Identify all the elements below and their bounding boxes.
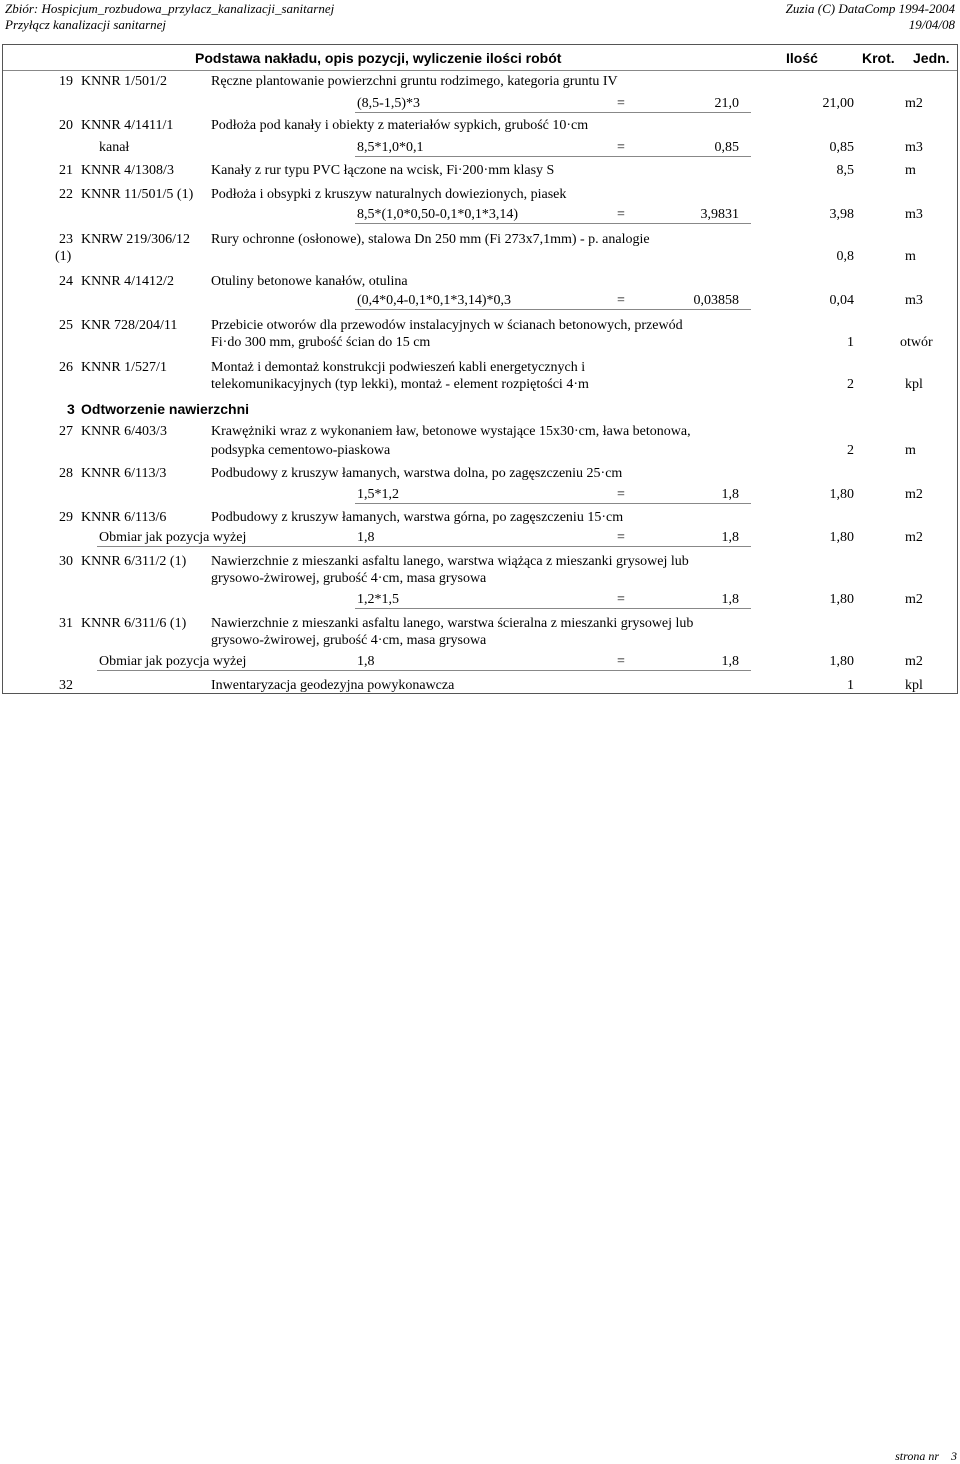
row-code: KNNR 6/403/3: [81, 424, 167, 439]
row-code: KNNR 6/113/6: [81, 510, 167, 525]
row-number: 21: [59, 163, 73, 178]
page-number-footer: [895, 1449, 957, 1464]
row-calculation: 1,5*1,2: [357, 487, 399, 502]
row-code: KNNR 4/1412/2: [81, 274, 174, 289]
row-description-continued: podsypka cementowo-piaskowa: [211, 443, 391, 458]
row-description: Otuliny betonowe kanałów, otulina: [211, 274, 408, 289]
row-unit: m3: [905, 207, 923, 222]
row-number: 19: [59, 74, 73, 89]
row-qty: 1,80: [829, 487, 854, 502]
row-description: Inwentaryzacja geodezyjna powykonawcza: [211, 678, 455, 693]
row-description-continued: Fi·do 300 mm, grubość ścian do 15 cm: [211, 335, 431, 350]
column-header-qty: Ilość: [786, 50, 818, 66]
row-unit: m2: [905, 487, 923, 502]
calc-underline: [355, 156, 751, 157]
row-code: KNNR 1/527/1: [81, 360, 167, 375]
row-equals: =: [617, 96, 625, 111]
row-description: Podłoża i obsypki z kruszyw naturalnych dowiezionych, piasek: [211, 187, 567, 202]
row-description-continued: grysowo-żwirowej, grubość 4·cm, masa grysowa: [211, 633, 487, 648]
row-code: KNNR 4/1308/3: [81, 163, 174, 178]
row-code: KNRW 219/306/12: [81, 232, 191, 247]
row-calculation: 1,2*1,5: [357, 592, 399, 607]
row-description: Podłoża pod kanały i obiekty z materiałów sypkich, grubość 10·cm: [211, 118, 589, 133]
section-title: Odtworzenie nawierzchni: [81, 401, 250, 417]
row-equals: =: [617, 207, 625, 222]
row-number: 27: [59, 424, 73, 439]
row-description: Montaż i demontaż konstrukcji podwieszeń kabli energetycznych i: [211, 360, 586, 375]
page-label: strona nr: [895, 1449, 939, 1463]
row-unit: m: [905, 249, 916, 264]
calc-underline: [355, 309, 751, 310]
row-calculation: 8,5*(1,0*0,50-0,1*0,1*3,14): [357, 207, 518, 222]
row-qty: 1,80: [829, 654, 854, 669]
row-qty: 1,80: [829, 530, 854, 545]
row-unit: m2: [905, 592, 923, 607]
row-number: 22: [59, 187, 73, 202]
collection-name: Zbiór: Hospicjum_rozbudowa_przylacz_kanalizacji_sanitarnej: [5, 1, 335, 16]
row-description-continued: grysowo-żwirowej, grubość 4·cm, masa grysowa: [211, 571, 487, 586]
document-subtitle: Przyłącz kanalizacji sanitarnej: [5, 17, 167, 32]
row-description-continued: telekomunikacyjnych (typ lekki), montaż - element rozpiętości 4·m: [211, 377, 589, 392]
row-code: KNNR 11/501/5 (1): [81, 187, 194, 202]
calc-underline: [355, 112, 751, 113]
page-number: 3: [951, 1449, 957, 1463]
row-partial: 1,8: [721, 592, 739, 607]
row-number: 20: [59, 118, 73, 133]
row-description: Rury ochronne (osłonowe), stalowa Dn 250 mm (Fi 273x7,1mm) - p. analogie: [211, 232, 650, 247]
column-header-krot: Krot.: [862, 50, 895, 66]
row-unit: m: [905, 163, 916, 178]
row-partial: 0,85: [714, 140, 739, 155]
copyright-text: Zuzia (C) DataComp 1994-2004: [785, 1, 955, 16]
row-equals: =: [617, 654, 625, 669]
row-equals: =: [617, 140, 625, 155]
row-number: 26: [59, 360, 73, 375]
row-partial: 1,8: [721, 654, 739, 669]
row-number: 31: [59, 616, 73, 631]
calc-underline: [97, 670, 751, 671]
row-description: Podbudowy z kruszyw łamanych, warstwa górna, po zagęszczeniu 15·cm: [211, 510, 624, 525]
row-qty: 2: [847, 443, 854, 458]
row-calculation: 8,5*1,0*0,1: [357, 140, 424, 155]
page-header: [0, 0, 960, 34]
row-description: Ręczne plantowanie powierzchni gruntu rodzimego, kategoria gruntu IV: [211, 74, 618, 89]
row-unit: kpl: [905, 678, 923, 693]
row-qty: 3,98: [829, 207, 854, 222]
row-qty: 1,80: [829, 592, 854, 607]
row-code: KNNR 1/501/2: [81, 74, 167, 89]
row-partial: 1,8: [721, 487, 739, 502]
row-unit: m2: [905, 96, 923, 111]
row-number: 28: [59, 466, 73, 481]
row-equals: =: [617, 487, 625, 502]
row-qty: 8,5: [836, 163, 854, 178]
row-code: KNNR 4/1411/1: [81, 118, 174, 133]
row-number: 25: [59, 318, 73, 333]
row-description: Przebicie otworów dla przewodów instalacyjnych w ścianach betonowych, przewód: [211, 318, 683, 333]
row-qty: 1: [847, 335, 854, 350]
row-code: KNNR 6/311/2 (1): [81, 554, 187, 569]
row-number: 30: [59, 554, 73, 569]
row-calc-label: Obmiar jak pozycja wyżej: [99, 654, 247, 669]
row-number: 29: [59, 510, 73, 525]
row-unit: m: [905, 443, 916, 458]
row-unit: m2: [905, 530, 923, 545]
row-unit: kpl: [905, 377, 923, 392]
row-number: 23: [59, 232, 73, 247]
row-unit: m3: [905, 140, 923, 155]
cost-estimate-table: [2, 44, 958, 694]
row-qty: 21,00: [822, 96, 854, 111]
row-qty: 2: [847, 377, 854, 392]
section-number: 3: [67, 401, 75, 417]
row-equals: =: [617, 592, 625, 607]
calc-underline: [355, 223, 751, 224]
row-unit: m3: [905, 293, 923, 308]
row-code: KNNR 6/311/6 (1): [81, 616, 187, 631]
row-code-continued: (1): [55, 249, 72, 264]
row-code: KNNR 6/113/3: [81, 466, 167, 481]
row-partial: 0,03858: [693, 293, 739, 308]
calc-underline: [355, 503, 751, 504]
row-calc-label: kanał: [99, 140, 130, 155]
row-calculation: (8,5-1,5)*3: [357, 96, 420, 111]
row-code: KNR 728/204/11: [81, 318, 178, 333]
row-partial: 21,0: [714, 96, 739, 111]
header-divider: [3, 70, 957, 71]
row-description: Nawierzchnie z mieszanki asfaltu lanego, warstwa ścieralna z mieszanki grysowej lub: [211, 616, 694, 631]
row-partial: 1,8: [721, 530, 739, 545]
column-header-description: Podstawa nakładu, opis pozycji, wyliczenie ilości robót: [195, 50, 562, 66]
row-calc-label: Obmiar jak pozycja wyżej: [99, 530, 247, 545]
row-calculation: 1,8: [357, 530, 375, 545]
row-number: 32: [59, 678, 73, 693]
row-description: Nawierzchnie z mieszanki asfaltu lanego, warstwa wiążąca z mieszanki grysowej lub: [211, 554, 689, 569]
row-description: Podbudowy z kruszyw łamanych, warstwa dolna, po zagęszczeniu 25·cm: [211, 466, 623, 481]
row-number: 24: [59, 274, 73, 289]
row-description: Krawężniki wraz z wykonaniem ław, betonowe wystające 15x30·cm, ława betonowa,: [211, 424, 691, 439]
row-calculation: 1,8: [357, 654, 375, 669]
row-unit: m2: [905, 654, 923, 669]
row-equals: =: [617, 530, 625, 545]
row-calculation: (0,4*0,4-0,1*0,1*3,14)*0,3: [357, 293, 511, 308]
row-equals: =: [617, 293, 625, 308]
row-qty: 1: [847, 678, 854, 693]
row-partial: 3,9831: [700, 207, 739, 222]
column-header-unit: Jedn.: [913, 50, 950, 66]
row-description: Kanały z rur typu PVC łączone na wcisk, Fi·200·mm klasy S: [211, 163, 555, 178]
row-unit: otwór: [900, 335, 933, 350]
calc-underline: [355, 608, 751, 609]
row-qty: 0,85: [829, 140, 854, 155]
row-qty: 0,8: [836, 249, 854, 264]
calc-underline: [97, 546, 751, 547]
print-date: 19/04/08: [908, 17, 955, 32]
row-qty: 0,04: [829, 293, 854, 308]
